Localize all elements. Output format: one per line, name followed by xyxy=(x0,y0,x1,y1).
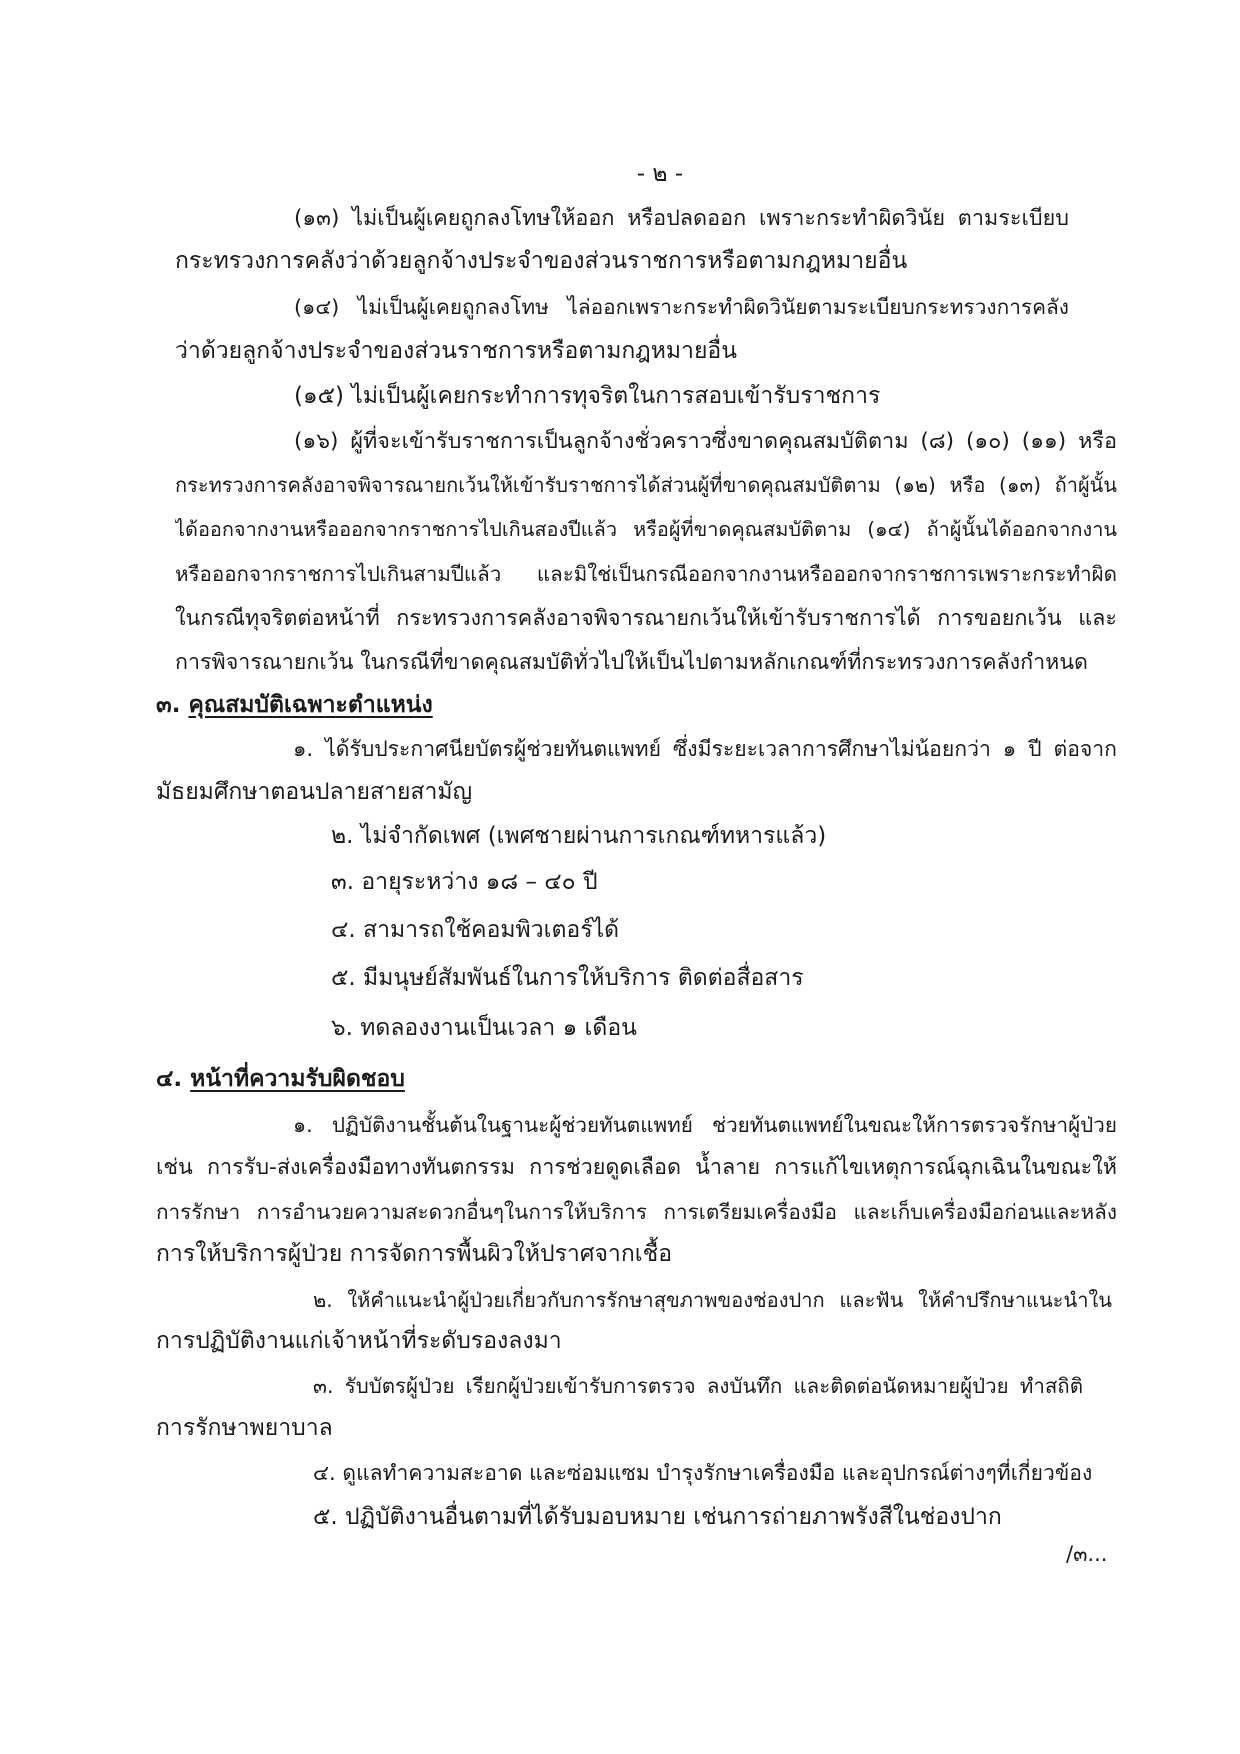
list-item: ๔. ดูแลทำความสะอาด และซ่อมแซม บำรุงรักษาเครื่องมือ และอุปกรณ์ต่างๆที่เกี่ยวข้อง xyxy=(313,1460,1093,1485)
section-title: หน้าที่ความรับผิดชอบ xyxy=(190,1066,405,1092)
list-item-line: ๑. ปฏิบัติงานชั้นต้นในฐานะผู้ช่วยทันตแพทย์ ช่วยทันตแพทย์ในขณะให้การตรวจรักษาผู้ป่วย xyxy=(293,1113,1117,1137)
section-number: ๔. xyxy=(156,1066,183,1092)
section-3-heading xyxy=(156,686,433,724)
page-number: - ๒ - xyxy=(636,161,684,187)
list-item: ๒. ไม่จำกัดเพศ (เพศชายผ่านการเกณฑ์ทหารแล้ว) xyxy=(331,823,827,849)
paragraph-line: หรือออกจากราชการไปเกินสามปีแล้ว และมิใช่เป็นกรณีออกจากงานหรือออกจากราชการเพราะกระทำผิด xyxy=(175,562,1117,586)
paragraph-line: (๑๔) ไม่เป็นผู้เคยถูกลงโทษ ไล่ออกเพราะกระทำผิดวินัยตามระเบียบกระทรวงการคลัง xyxy=(294,295,1069,319)
list-item: ๖. ทดลองงานเป็นเวลา ๑ เดือน xyxy=(331,1015,637,1041)
list-item-line: การรักษาพยาบาล xyxy=(156,1415,333,1441)
paragraph-line: กระทรวงการคลังอาจพิจารณายกเว้นให้เข้ารับราชการได้ส่วนผู้ที่ขาดคุณสมบัติตาม (๑๒) หรือ (๑๓) ถ้าผู้นั้น xyxy=(175,473,1117,497)
paragraph-line: กระทรวงการคลังว่าด้วยลูกจ้างประจำของส่วนราชการหรือตามกฎหมายอื่น xyxy=(175,248,908,274)
paragraph-line: ได้ออกจากงานหรือออกจากราชการไปเกินสองปีแล้ว หรือผู้ที่ขาดคุณสมบัติตาม (๑๔) ถ้าผู้นั้นได้ออกจากงาน xyxy=(175,518,1117,541)
section-4-heading xyxy=(156,1060,405,1098)
next-page-marker: /๓... xyxy=(1066,1542,1108,1566)
paragraph-line: (๑๓) ไม่เป็นผู้เคยถูกลงโทษให้ออก หรือปลดออก เพราะกระทำผิดวินัย ตามระเบียบ xyxy=(294,206,1069,231)
list-item-line: การปฏิบัติงานแก่เจ้าหน้าที่ระดับรองลงมา xyxy=(156,1328,562,1354)
list-item-line: ๒. ให้คำแนะนำผู้ป่วยเกี่ยวกับการรักษาสุขภาพของช่องปาก และฟัน ให้คำปรึกษาแนะนำใน xyxy=(313,1288,1112,1312)
paragraph-line: ในกรณีทุจริตต่อหน้าที่ กระทรวงการคลังอาจพิจารณายกเว้นให้เข้ารับราชการได้ การขอยกเว้น และ xyxy=(175,606,1117,631)
paragraph-line: (๑๖) ผู้ที่จะเข้ารับราชการเป็นลูกจ้างชั่วคราวซึ่งขาดคุณสมบัติตาม (๘) (๑๐) (๑๑) หรือ xyxy=(294,429,1117,454)
list-item-line: การรักษา การอำนวยความสะดวกอื่นๆในการให้บริการ การเตรียมเครื่องมือ และเก็บเครื่องมือก่อนและหลัง xyxy=(156,1200,1117,1224)
paragraph-line: การพิจารณายกเว้น ในกรณีที่ขาดคุณสมบัติทั่วไปให้เป็นไปตามหลักเกณฑ์ที่กระทรวงการคลังกำหนด xyxy=(175,650,1088,675)
list-item-line: เช่น การรับ-ส่งเครื่องมือทางทันตกรรม การช่วยดูดเลือด น้ำลาย การแก้ไขเหตุการณ์ฉุกเฉินในขณะให้ xyxy=(156,1155,1117,1180)
list-item-line: มัธยมศึกษาตอนปลายสายสามัญ xyxy=(156,779,473,805)
paragraph-line: ว่าด้วยลูกจ้างประจำของส่วนราชการหรือตามกฎหมายอื่น xyxy=(175,338,737,364)
list-item-line: การให้บริการผู้ป่วย การจัดการพื้นผิวให้ปราศจากเชื้อ xyxy=(156,1241,673,1267)
list-item: ๕. ปฏิบัติงานอื่นตามที่ได้รับมอบหมาย เช่นการถ่ายภาพรังสีในช่องปาก xyxy=(313,1504,1002,1530)
section-number: ๓. xyxy=(156,692,181,718)
section-title: คุณสมบัติเฉพาะตำแหน่ง xyxy=(188,692,433,718)
list-item: ๓. อายุระหว่าง ๑๘ – ๔๐ ปี xyxy=(331,869,598,895)
list-item: ๔. สามารถใช้คอมพิวเตอร์ได้ xyxy=(331,917,620,943)
list-item-line: ๓. รับบัตรผู้ป่วย เรียกผู้ป่วยเข้ารับการตรวจ ลงบันทึก และติดต่อนัดหมายผู้ป่วย ทำสถิติ xyxy=(313,1374,1083,1398)
list-item: ๕. มีมนุษย์สัมพันธ์ในการให้บริการ ติดต่อสื่อสาร xyxy=(331,965,804,991)
list-item-line: ๑. ได้รับประกาศนียบัตรผู้ช่วยทันตแพทย์ ซึ่งมีระยะเวลาการศึกษาไม่น้อยกว่า ๑ ปี ต่อจาก xyxy=(293,736,1117,761)
paragraph-line: (๑๕) ไม่เป็นผู้เคยกระทำการทุจริตในการสอบเข้ารับราชการ xyxy=(294,383,881,409)
